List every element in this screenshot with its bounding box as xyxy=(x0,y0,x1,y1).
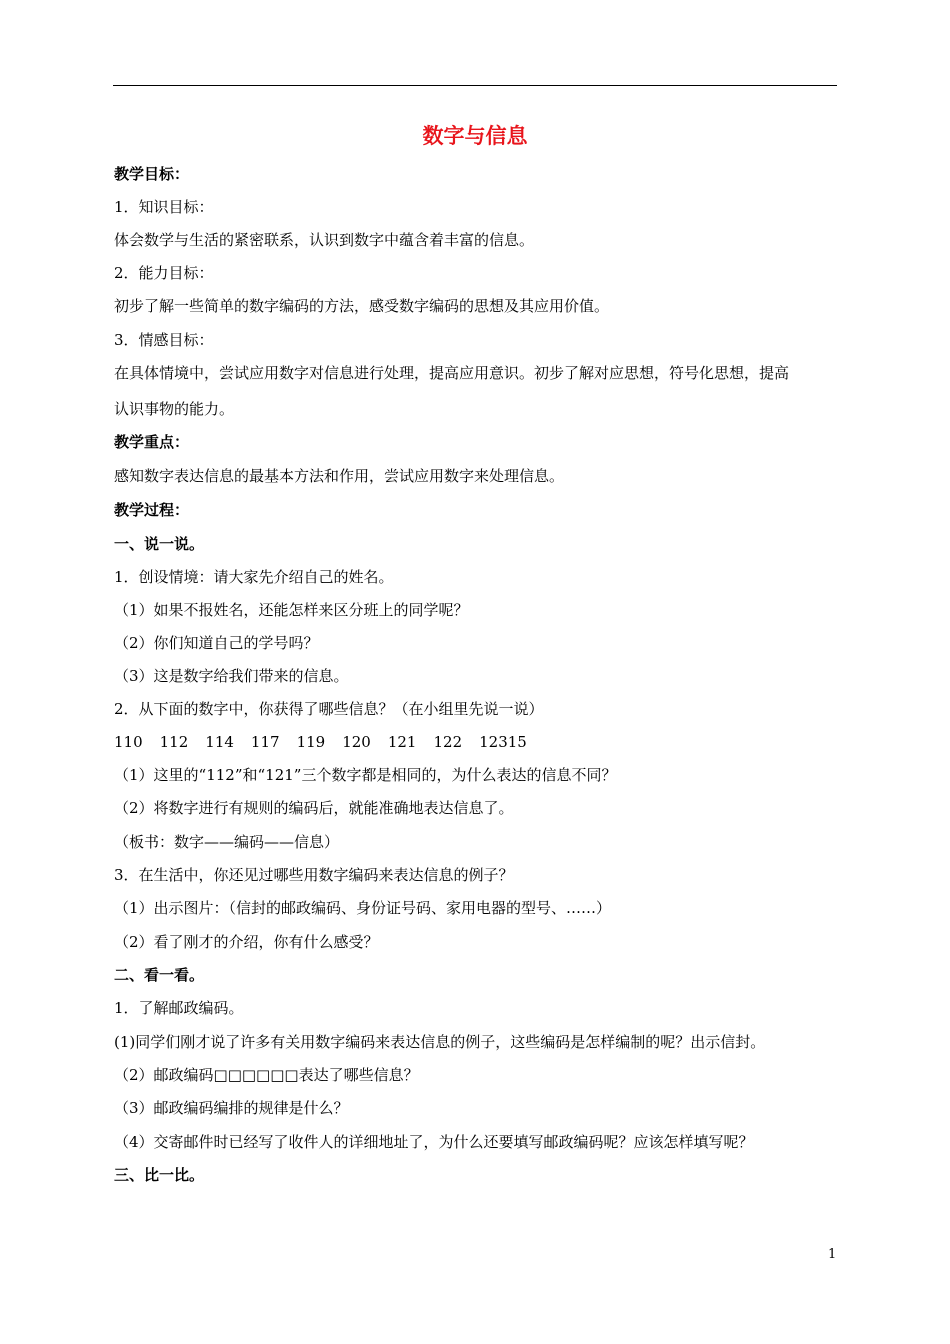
document-title: 数字与信息 xyxy=(422,124,528,148)
body-line: （板书：数字——编码——信息） xyxy=(114,833,340,851)
body-line: （1）这里的“112”和“121”三个数字都是相同的，为什么表达的信息不同？ xyxy=(114,766,617,784)
body-line: （1）如果不报姓名，还能怎样来区分班上的同学呢？ xyxy=(114,601,469,619)
body-line: 体会数学与生活的紧密联系，认识到数字中蕴含着丰富的信息。 xyxy=(114,231,535,249)
number-item: 117 xyxy=(250,733,280,751)
body-line: （2）邮政编码□□□□□□表达了哪些信息？ xyxy=(114,1066,419,1084)
body-line: （3）这是数字给我们带来的信息。 xyxy=(114,667,349,685)
section-heading: 教学目标： xyxy=(114,165,190,183)
body-line: 感知数字表达信息的最基本方法和作用，尝试应用数字来处理信息。 xyxy=(114,467,565,485)
section-heading: 三、比一比。 xyxy=(114,1166,205,1184)
section-heading: 二、看一看。 xyxy=(114,966,205,984)
number-list xyxy=(114,731,544,753)
page-number: 1 xyxy=(828,1247,837,1262)
body-line: （2）将数字进行有规则的编码后，就能准确地表达信息了。 xyxy=(114,799,514,817)
body-line: (1)同学们刚才说了许多有关用数字编码来表达信息的例子，这些编码是怎样编制的呢？出示信封。 xyxy=(114,1033,766,1051)
section-heading: 教学过程： xyxy=(114,501,190,519)
body-line: 2．能力目标： xyxy=(114,264,214,282)
body-line: 1．了解邮政编码。 xyxy=(114,999,244,1017)
body-line: 1．创设情境：请大家先介绍自己的姓名。 xyxy=(114,568,394,586)
number-item: 12315 xyxy=(479,733,527,751)
body-line: 1．知识目标： xyxy=(114,198,214,216)
body-line: （2）看了刚才的介绍，你有什么感受？ xyxy=(114,933,379,951)
number-item: 122 xyxy=(433,733,463,751)
number-item: 119 xyxy=(296,733,326,751)
number-item: 110 xyxy=(114,733,143,751)
body-line: （4）交寄邮件时已经写了收件人的详细地址了，为什么还要填写邮政编码呢？应该怎样填写呢？ xyxy=(114,1133,754,1151)
body-line: 3．在生活中，你还见过哪些用数字编码来表达信息的例子？ xyxy=(114,866,514,884)
number-item: 121 xyxy=(387,733,417,751)
body-line: （2）你们知道自己的学号吗？ xyxy=(114,634,319,652)
section-heading: 一、说一说。 xyxy=(114,535,205,553)
body-line: （3）邮政编码编排的规律是什么？ xyxy=(114,1099,349,1117)
body-line: 认识事物的能力。 xyxy=(114,400,235,418)
body-line: 3．情感目标： xyxy=(114,331,214,349)
body-line: 初步了解一些简单的数字编码的方法，感受数字编码的思想及其应用价值。 xyxy=(114,297,610,315)
number-item: 120 xyxy=(342,733,371,751)
number-item: 114 xyxy=(205,733,234,751)
body-line: 2．从下面的数字中，你获得了哪些信息？（在小组里先说一说） xyxy=(114,700,544,718)
body-line: （1）出示图片：（信封的邮政编码、身份证号码、家用电器的型号、……） xyxy=(114,899,612,917)
number-item: 112 xyxy=(159,733,189,751)
header-rule xyxy=(113,85,837,86)
section-heading: 教学重点： xyxy=(114,433,190,451)
body-line: 在具体情境中，尝试应用数字对信息进行处理，提高应用意识。初步了解对应思想，符号化思想，提高 xyxy=(114,364,790,382)
